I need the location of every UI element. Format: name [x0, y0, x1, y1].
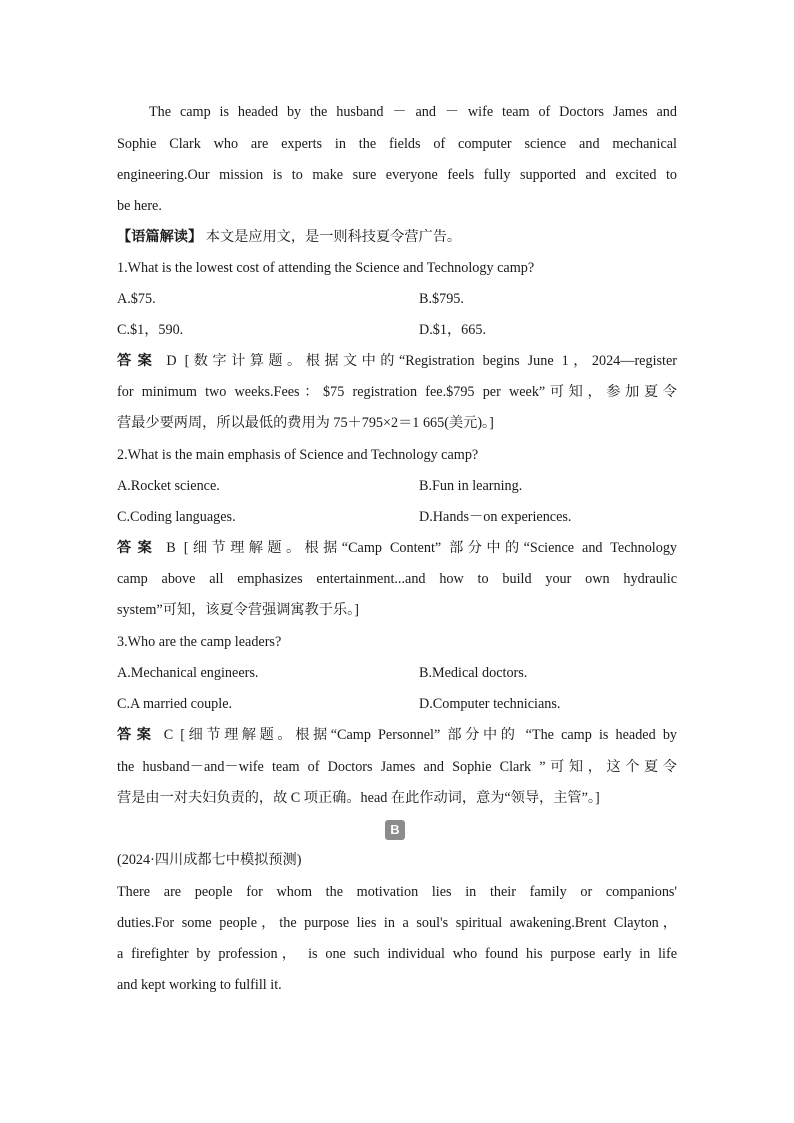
option-a: A.Mechanical engineers.: [117, 665, 259, 681]
option-a: A.Rocket science.: [117, 478, 220, 494]
answer-line: [117, 351, 677, 371]
passage-line: and kept working to fulfill it.: [117, 977, 282, 993]
explanation-text: [数字计算题。根据文中的“Registration begins June 1，2024—register: [184, 353, 677, 369]
option-c: C.Coding languages.: [117, 509, 236, 525]
passage-line: a firefighter by profession， is one such individual who found his purpose early in life: [117, 946, 677, 962]
passage-line: Sophie Clark who are experts in the fields of computer science and mechanical: [117, 136, 677, 152]
section-badge: B: [385, 820, 405, 840]
option-c: C.$1，590.: [117, 322, 184, 338]
option-d: D.Hands－on experiences.: [419, 509, 572, 525]
source-line: (2024·四川成都七中模拟预测): [117, 852, 302, 868]
answer-letter: C: [163, 727, 174, 743]
option-d: D.Computer technicians.: [419, 696, 561, 712]
question-stem: 3.Who are the camp leaders?: [117, 634, 282, 650]
analysis-label: 【语篇解读】: [117, 229, 203, 245]
explanation-text: [细节理解题。根据“Camp Content” 部分中的“Science and Technology: [183, 540, 678, 556]
option-b: B.$795.: [419, 291, 464, 307]
explanation-line: camp above all emphasizes entertainment...and how to build your own hydraulic: [117, 571, 677, 587]
answer-label: 答案: [117, 727, 157, 743]
option-c: C.A married couple.: [117, 696, 233, 712]
passage-line: duties.For some people，the purpose lies in a soul's spiritual awakening.Brent Clayton，: [117, 915, 677, 931]
answer-letter: B: [166, 540, 176, 556]
explanation-line: system”可知，该夏令营强调寓教于乐。]: [117, 602, 359, 618]
answer-label: 答案: [117, 540, 159, 556]
explanation-line: for minimum two weeks.Fees：$75 registration fee.$795 per week”可知，参加夏令: [117, 384, 677, 400]
explanation-text: [细节理解题。根据“Camp Personnel” 部分中的 “The camp is headed by: [180, 727, 678, 743]
passage-line: There are people for whom the motivation lies in their family or companions': [117, 884, 677, 900]
analysis-text: 本文是应用文，是一则科技夏令营广告。: [202, 229, 462, 245]
passage-line: engineering.Our mission is to make sure everyone feels fully supported and excited to: [117, 167, 677, 183]
explanation-line: 营最少要两周，所以最低的费用为 75＋795×2＝1 665(美元)。]: [117, 415, 494, 431]
answer-line: [117, 725, 677, 745]
question-stem: 1.What is the lowest cost of attending the Science and Technology camp?: [117, 260, 535, 276]
answer-line: [117, 538, 677, 558]
explanation-line: the husband－and－wife team of Doctors James and Sophie Clark ”可知，这个夏令: [117, 759, 677, 775]
explanation-line: 营是由一对夫妇负责的，故 C 项正确。head 在此作动词，意为“领导，主管”。]: [117, 790, 600, 806]
option-a: A.$75.: [117, 291, 156, 307]
option-b: B.Fun in learning.: [419, 478, 523, 494]
passage-line: The camp is headed by the husband － and － wife team of Doctors James and: [149, 104, 677, 120]
analysis-line: [117, 227, 677, 247]
passage-line: be here.: [117, 198, 162, 214]
option-b: B.Medical doctors.: [419, 665, 528, 681]
question-stem: 2.What is the main emphasis of Science and Technology camp?: [117, 447, 479, 463]
answer-letter: D: [166, 353, 177, 369]
option-d: D.$1，665.: [419, 322, 486, 338]
answer-label: 答案: [117, 353, 159, 369]
